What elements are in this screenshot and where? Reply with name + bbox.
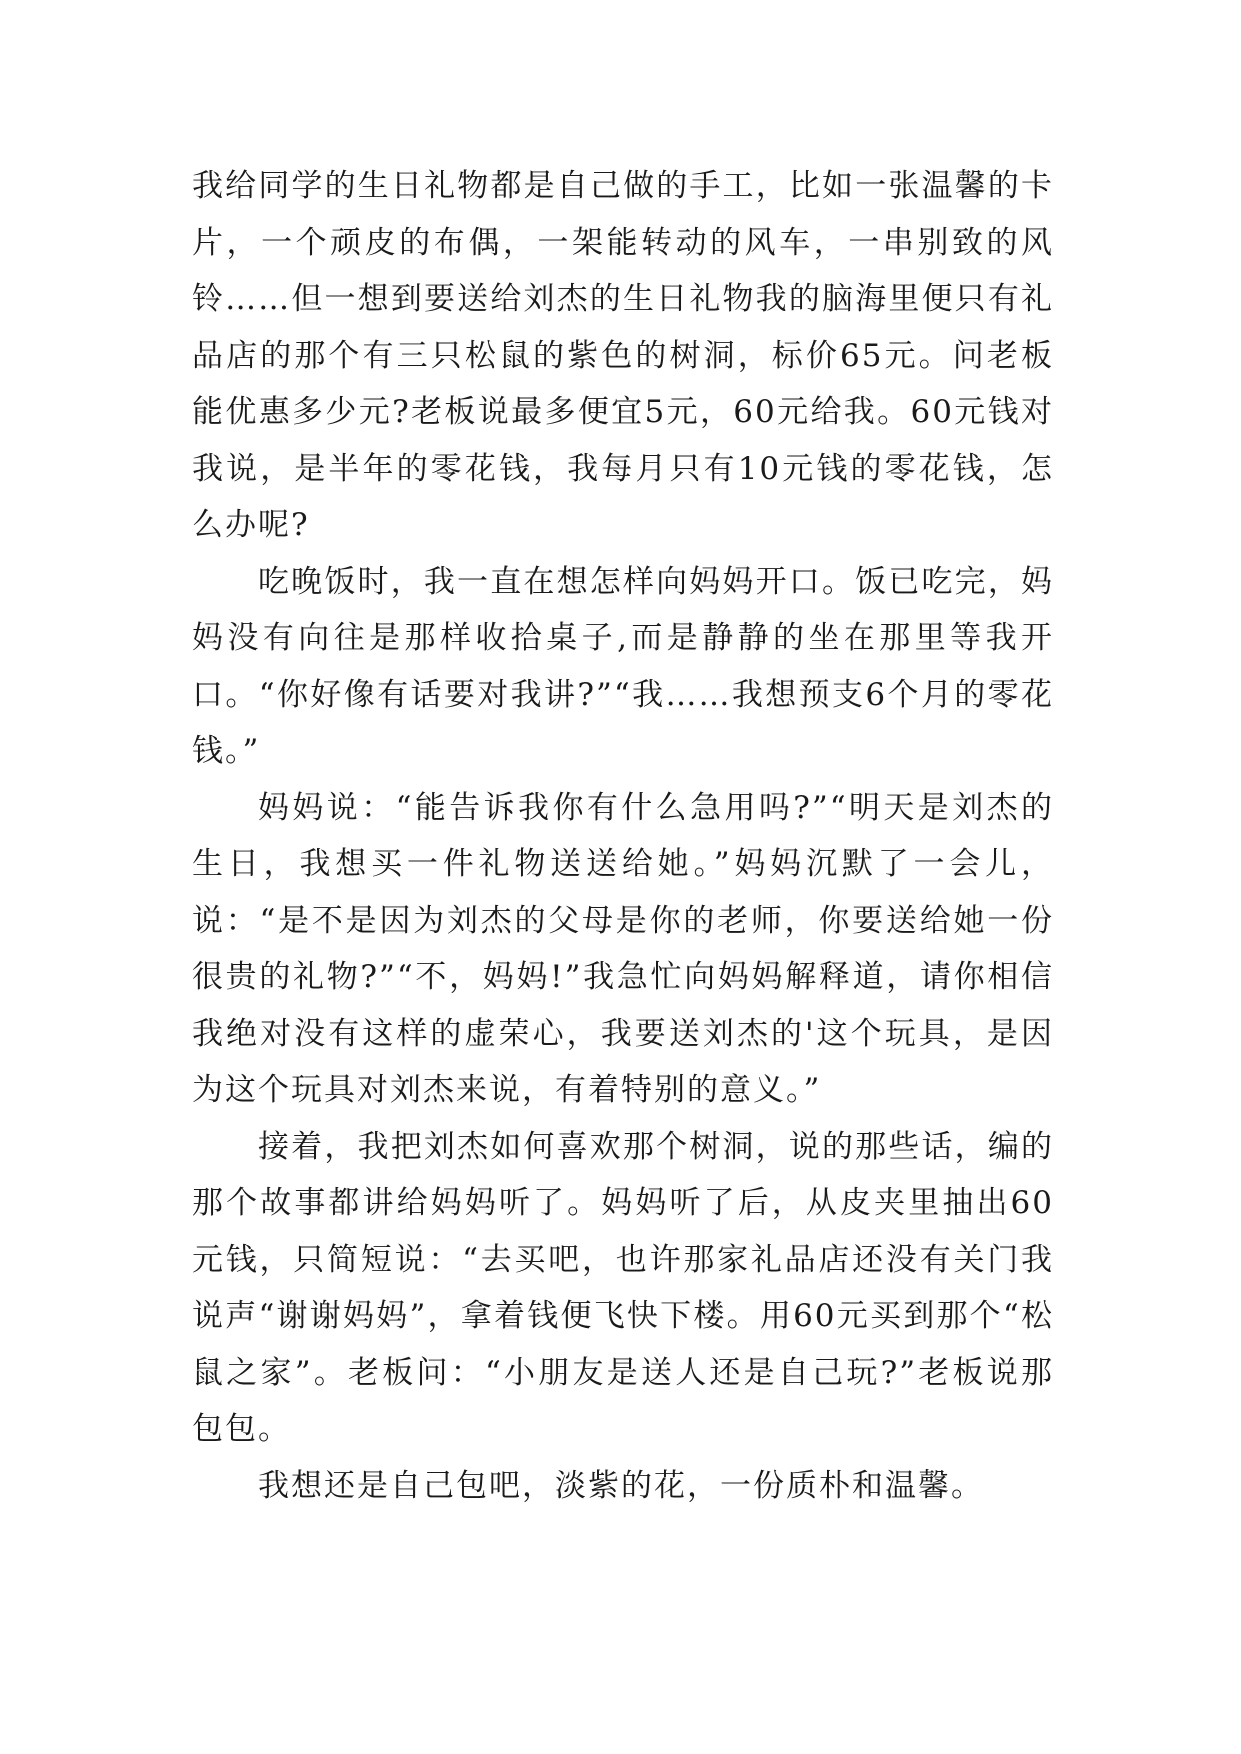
paragraph-1: 我给同学的生日礼物都是自己做的手工，比如一张温馨的卡片，一个顽皮的布偶，一架能转动的风车，一串别致的风铃……但一想到要送给刘杰的生日礼物我的脑海里便只有礼品店的那个有三只松鼠的紫色的树洞，标价65元。问老板能优惠多少元?老板说最多便宜5元，60元给我。60元钱对我说，是半年的零花钱，我每月只有10元钱的零花钱，怎么办呢?: [192, 168, 1054, 543]
document-body: [192, 158, 1054, 1514]
paragraph-3: 妈妈说：“能告诉我你有什么急用吗?”“明天是刘杰的生日，我想买一件礼物送送给她。”妈妈沉默了一会儿，说：“是不是因为刘杰的父母是你的老师，你要送给她一份很贵的礼物?”“不，妈妈!”我急忙向妈妈解释道，请你相信我绝对没有这样的虚荣心，我要送刘杰的'这个玩具，是因为这个玩具对刘杰来说，有着特别的意义。”: [192, 789, 1054, 1108]
paragraph-2: 吃晚饭时，我一直在想怎样向妈妈开口。饭已吃完，妈妈没有向往是那样收拾桌子,而是静静的坐在那里等我开口。“你好像有话要对我讲?”“我……我想预支6个月的零花钱。”: [192, 563, 1054, 769]
paragraph-5: 我想还是自己包吧，淡紫的花，一份质朴和温馨。: [258, 1467, 984, 1504]
paragraph-4: 接着，我把刘杰如何喜欢那个树洞，说的那些话，编的那个故事都讲给妈妈听了。妈妈听了后，从皮夹里抽出60元钱，只简短说：“去买吧，也许那家礼品店还没有关门我说声“谢谢妈妈”，拿着钱便飞快下楼。用60元买到那个“松鼠之家”。老板问：“小朋友是送人还是自己玩?”老板说那包包。: [192, 1128, 1054, 1447]
